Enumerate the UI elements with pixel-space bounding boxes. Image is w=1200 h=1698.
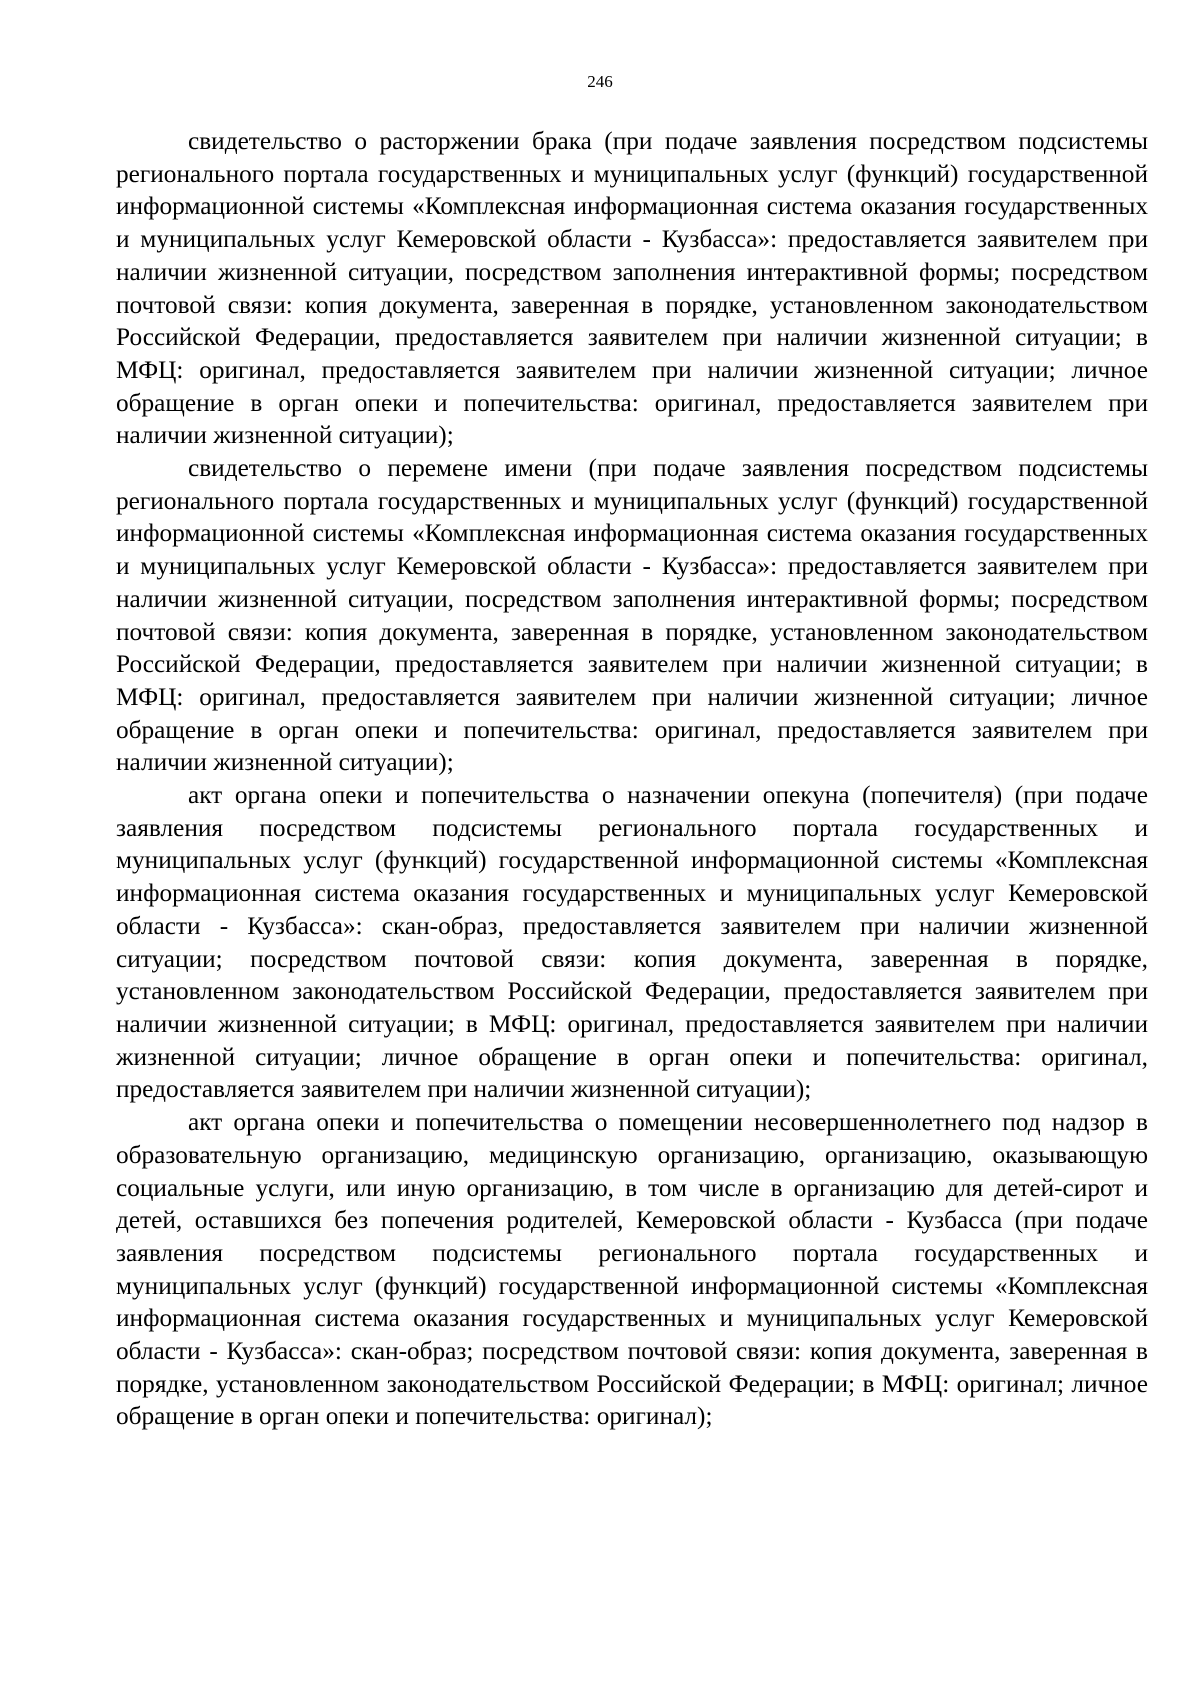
paragraph-divorce-certificate: свидетельство о расторжении брака (при подаче заявления посредством подсистемы регионального портала государственных и муниципальных услуг (функций) государственной информационной системы «Комплексная информационная система оказания государственных и муниципальных услуг Кемеровской области - Кузбасса»: предоставляется заявителем при наличии жизненной ситуации, посредством заполнения интерактивной формы; посредством почтовой связи: копия документа, заверенная в порядке, установленном законодательством Российской Федерации, предоставляется заявителем при наличии жизненной ситуации; в МФЦ: оригинал, предоставляется заявителем при наличии жизненной ситуации; личное обращение в орган опеки и попечительства: оригинал, предоставляется заявителем при наличии жизненной ситуации); xyxy=(116,127,1148,450)
page-number: 246 xyxy=(587,72,613,91)
paragraph-name-change-certificate: свидетельство о перемене имени (при подаче заявления посредством подсистемы регионального портала государственных и муниципальных услуг (функций) государственной информационной системы «Комплексная информационная система оказания государственных и муниципальных услуг Кемеровской области - Кузбасса»: предоставляется заявителем при наличии жизненной ситуации, посредством заполнения интерактивной формы; посредством почтовой связи: копия документа, заверенная в порядке, установленном законодательством Российской Федерации, предоставляется заявителем при наличии жизненной ситуации; в МФЦ: оригинал, предоставляется заявителем при наличии жизненной ситуации; личное обращение в орган опеки и попечительства: оригинал, предоставляется заявителем при наличии жизненной ситуации); xyxy=(116,454,1148,777)
paragraph-guardian-appointment-act: акт органа опеки и попечительства о назначении опекуна (попечителя) (при подаче заявления посредством подсистемы регионального портала государственных и муниципальных услуг (функций) государственной информационной системы «Комплексная информационная система оказания государственных и муниципальных услуг Кемеровской области - Кузбасса»: скан-образ, предоставляется заявителем при наличии жизненной ситуации; посредством почтовой связи: копия документа, заверенная в порядке, установленном законодательством Российской Федерации, предоставляется заявителем при наличии жизненной ситуации; в МФЦ: оригинал, предоставляется заявителем при наличии жизненной ситуации; личное обращение в орган опеки и попечительства: оригинал, предоставляется заявителем при наличии жизненной ситуации); xyxy=(116,781,1148,1104)
document-body xyxy=(116,125,1148,1433)
paragraph-minor-placement-act: акт органа опеки и попечительства о помещении несовершеннолетнего под надзор в образовательную организацию, медицинскую организацию, организацию, оказывающую социальные услуги, или иную организацию, в том числе в организацию для детей-сирот и детей, оставшихся без попечения родителей, Кемеровской области - Кузбасса (при подаче заявления посредством подсистемы регионального портала государственных и муниципальных услуг (функций) государственной информационной системы «Комплексная информационная система оказания государственных и муниципальных услуг Кемеровской области - Кузбасса»: скан-образ; посредством почтовой связи: копия документа, заверенная в порядке, установленном законодательством Российской Федерации; в МФЦ: оригинал; личное обращение в орган опеки и попечительства: оригинал); xyxy=(116,1108,1148,1431)
